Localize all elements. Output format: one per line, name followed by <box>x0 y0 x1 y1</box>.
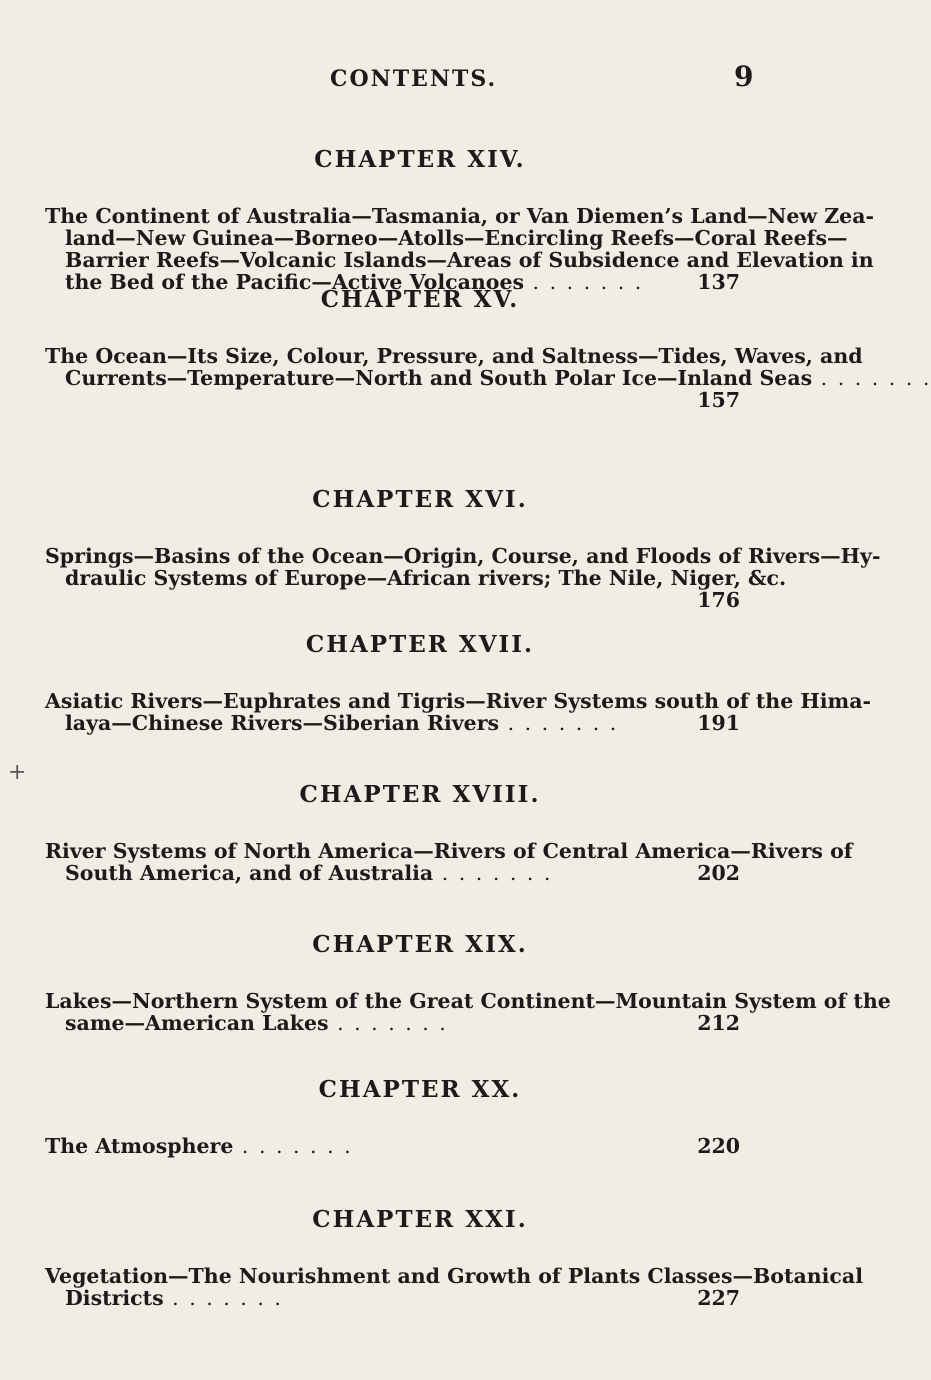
chapter-page-number: 220 <box>697 1134 740 1158</box>
chapter-summary <box>0 989 891 1035</box>
chapter-page-number: 191 <box>697 711 740 735</box>
chapter-heading: CHAPTER XX. <box>318 1076 522 1103</box>
chapter-heading: CHAPTER XVIII. <box>299 781 541 808</box>
summary-line <box>45 366 931 412</box>
summary-line <box>45 1012 740 1034</box>
dot-leader: . . . . . . . <box>233 1134 353 1158</box>
summary-line <box>45 544 881 568</box>
summary-text: land—New Guinea—Borneo—Atolls—Encircling Reefs—Coral Reefs— <box>65 226 848 250</box>
chapter-summary <box>0 544 881 612</box>
chapter-heading: CHAPTER XV. <box>320 286 520 313</box>
summary-text: Springs—Basins of the Ocean—Origin, Course, and Floods of Rivers—Hy- <box>45 544 881 568</box>
chapter-page-number: 212 <box>697 1011 740 1035</box>
summary-line <box>45 204 874 228</box>
summary-line <box>45 248 874 272</box>
summary-text: draulic Systems of Europe—African rivers; The Nile, Niger, &c. <box>65 566 787 590</box>
running-head-title: CONTENTS. <box>330 66 498 92</box>
dot-leader: . . . . . . . <box>812 366 931 390</box>
summary-text: Lakes—Northern System of the Great Continent—Mountain System of the <box>45 989 891 1013</box>
summary-line <box>45 862 740 884</box>
chapter-summary <box>0 839 853 885</box>
summary-text: The Ocean—Its Size, Colour, Pressure, and Saltness—Tides, Waves, and <box>45 344 863 368</box>
chapter-page-number: 227 <box>697 1286 740 1310</box>
chapter-heading: CHAPTER XVII. <box>305 631 535 658</box>
summary-line <box>45 1135 740 1157</box>
chapter-entry <box>0 780 853 885</box>
chapter-entry <box>0 930 891 1035</box>
summary-line <box>45 839 853 863</box>
chapter-entry <box>0 485 881 612</box>
summary-text: laya—Chinese Rivers—Siberian Rivers <box>65 711 500 735</box>
summary-line <box>45 1287 740 1309</box>
summary-text: Asiatic Rivers—Euphrates and Tigris—River Systems south of the Hima- <box>45 689 872 713</box>
summary-line <box>45 344 863 368</box>
summary-text: Vegetation—The Nourishment and Growth of Plants Classes—Botanical <box>45 1264 863 1288</box>
summary-text: South America, and of Australia <box>65 861 434 885</box>
summary-line <box>45 689 872 713</box>
chapter-summary <box>0 344 931 412</box>
summary-line <box>45 712 740 734</box>
summary-text: The Atmosphere <box>45 1134 234 1158</box>
chapter-page-number: 202 <box>697 861 740 885</box>
summary-text: same—American Lakes <box>65 1011 329 1035</box>
chapter-entry <box>0 285 931 412</box>
chapter-summary <box>0 689 872 735</box>
summary-text: River Systems of North America—Rivers of Central America—Rivers of <box>45 839 853 863</box>
chapter-page-number: 176 <box>697 588 740 612</box>
dot-leader: . . . . . . . <box>524 270 644 294</box>
margin-mark: + <box>8 760 27 785</box>
chapter-page-number: 157 <box>697 388 740 412</box>
chapter-entry <box>0 1075 800 1157</box>
dot-leader: . . . . . . . <box>328 1011 448 1035</box>
dot-leader: . . . . . . . <box>433 861 553 885</box>
dot-leader: . . . . . . . <box>163 1286 283 1310</box>
dot-leader: . . . . . . . <box>499 711 619 735</box>
chapter-summary <box>0 1135 800 1157</box>
chapter-summary <box>0 204 874 294</box>
chapter-heading: CHAPTER XIV. <box>314 146 526 173</box>
summary-line <box>45 1264 863 1288</box>
summary-text: Barrier Reefs—Volcanic Islands—Areas of Subsidence and Elevation in <box>65 248 874 272</box>
chapter-entry <box>0 1205 863 1310</box>
page-number: 9 <box>734 60 754 93</box>
chapter-heading: CHAPTER XIX. <box>312 931 528 958</box>
chapter-entry <box>0 630 872 735</box>
chapter-page-number: 137 <box>697 270 740 294</box>
summary-text: Districts <box>65 1286 164 1310</box>
summary-line <box>45 566 787 612</box>
chapter-heading: CHAPTER XXI. <box>312 1206 528 1233</box>
summary-text: The Continent of Australia—Tasmania, or Van Diemen’s Land—New Zea- <box>45 204 874 228</box>
summary-text: Currents—Temperature—North and South Polar Ice—Inland Seas <box>65 366 813 390</box>
chapter-entry <box>0 145 874 294</box>
summary-line <box>45 989 891 1013</box>
summary-line <box>45 226 848 250</box>
chapter-heading: CHAPTER XVI. <box>312 486 528 513</box>
chapter-summary <box>0 1264 863 1310</box>
summary-text: the Bed of the Pacific—Active Volcanoes <box>65 270 525 294</box>
